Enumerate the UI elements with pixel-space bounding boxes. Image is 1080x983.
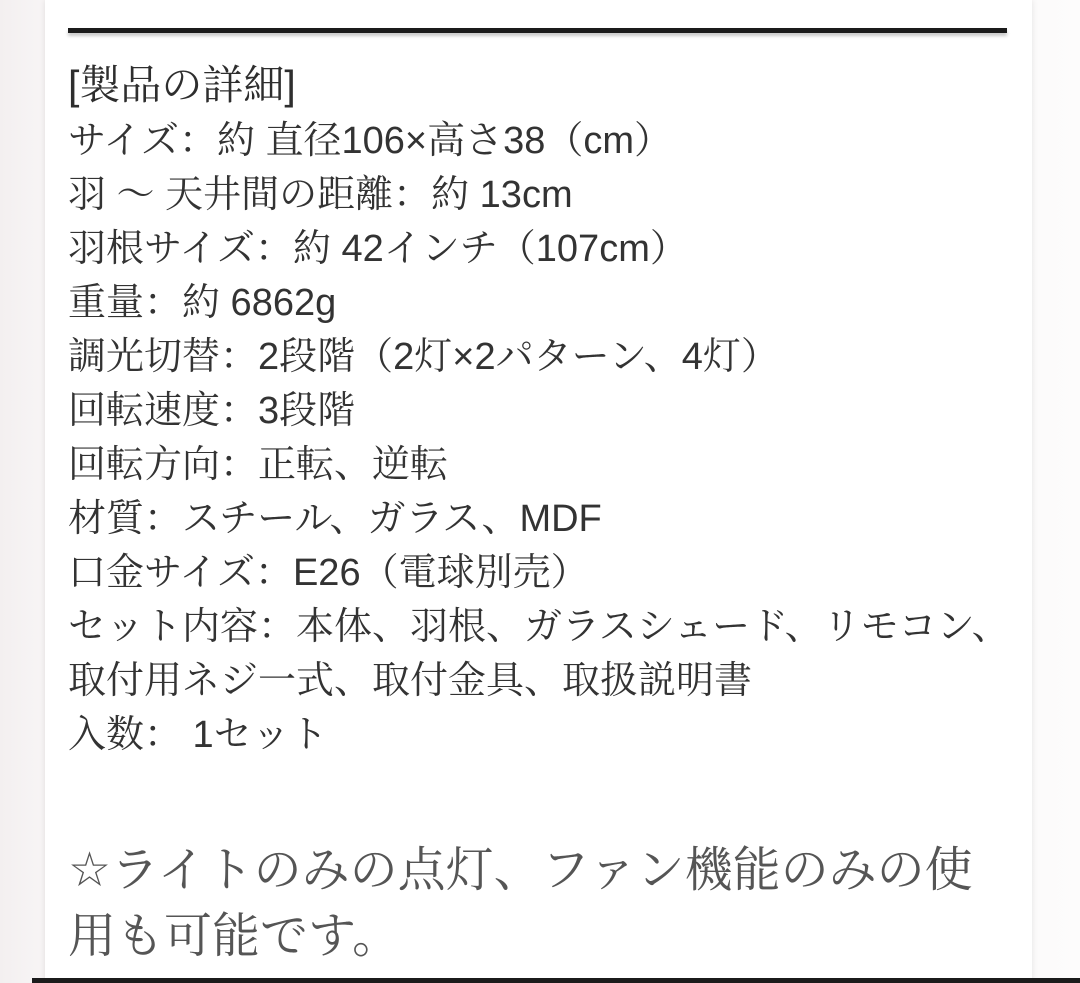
product-description-card [45,0,1032,983]
usage-note-line: 用も可能です。 [68,910,401,963]
detail-line-set-contents: セット内容：本体、羽根、ガラスシェード、リモコン、 [68,606,1010,648]
details-section-title: [製品の詳細] [68,62,296,108]
detail-line-weight: 重量：約 6862g [68,282,337,324]
detail-line-quantity: 入数： 1セット [68,714,328,756]
usage-note-line: ☆ライトのみの点灯、ファン機能のみの使 [68,844,973,897]
detail-line-rotation-direction: 回転方向：正転、逆転 [68,444,449,486]
detail-line-blade-ceiling-distance: 羽 〜 天井間の距離：約 13cm [68,174,573,216]
detail-line-material: 材質：スチール、ガラス、MDF [68,498,602,540]
top-divider [68,28,1007,33]
bottom-divider [32,978,1080,983]
product-details-section [68,56,1009,762]
detail-line-dimming: 調光切替：2段階（2灯×2パターン、4灯） [68,336,779,378]
detail-line-set-contents-continued: 取付用ネジ一式、取付金具、取扱説明書 [68,660,753,702]
detail-line-socket-size: 口金サイズ：E26（電球別売） [68,552,589,594]
detail-line-blade-size: 羽根サイズ：約 42インチ（107cm） [68,228,688,270]
detail-line-size: サイズ：約 直径106×高さ38（cm） [68,120,673,162]
detail-line-rotation-speed: 回転速度：3段階 [68,390,356,432]
usage-note [68,838,1018,970]
